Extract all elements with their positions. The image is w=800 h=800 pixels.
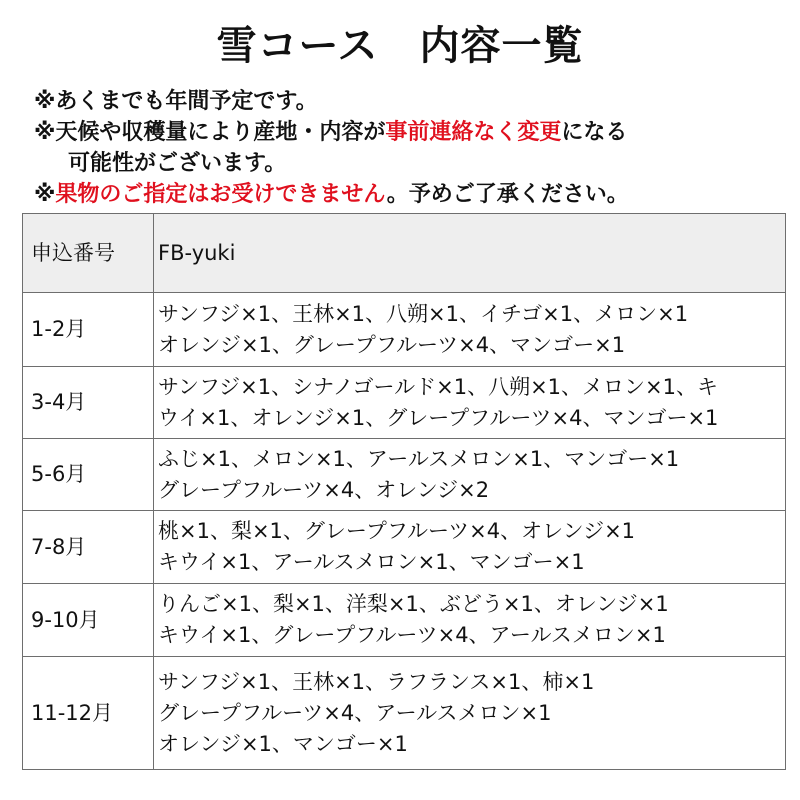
contents-line: オレンジ×1、マンゴー×1 (158, 731, 408, 756)
contents-cell (154, 439, 786, 511)
table-row (23, 511, 786, 584)
table-row (23, 439, 786, 511)
notice-line-2 (34, 117, 774, 148)
table-header-row (23, 214, 786, 293)
notice-text: ※ (34, 182, 56, 207)
contents-line: りんご×1、梨×1、洋梨×1、ぶどう×1、オレンジ×1 (158, 592, 669, 616)
period-cell: 3-4月 (23, 367, 154, 439)
course-contents-table (22, 213, 786, 770)
contents-cell (154, 367, 786, 439)
period-cell: 1-2月 (23, 293, 154, 367)
contents-line: サンフジ×1、王林×1、ラフランス×1、柿×1 (158, 669, 595, 694)
period-cell: 11-12月 (23, 657, 154, 770)
notice-line-3 (34, 148, 774, 179)
period-cell: 5-6月 (23, 439, 154, 511)
contents-line: 桃×1、梨×1、グレープフルーツ×4、オレンジ×1 (158, 519, 636, 543)
notice-text: ※あくまでも年間予定です。 (34, 89, 318, 114)
contents-line: ウイ×1、オレンジ×1、グレープフルーツ×4、マンゴー×1 (158, 405, 719, 430)
period-cell: 7-8月 (23, 511, 154, 584)
notice-block (34, 86, 774, 210)
order-number-label: 申込番号 (23, 214, 154, 293)
notice-text: 。予めご了承ください。 (386, 182, 629, 207)
contents-line: ふじ×1、メロン×1、アールスメロン×1、マンゴー×1 (158, 446, 680, 471)
contents-cell (154, 584, 786, 657)
notice-text: ※天候や収穫量により産地・内容が (34, 120, 386, 145)
page-title: 雪コース 内容一覧 (216, 23, 584, 69)
notice-highlight: 果物のご指定はお受けできません (55, 182, 387, 207)
table-row (23, 657, 786, 770)
contents-line: キウイ×1、グレープフルーツ×4、アールスメロン×1 (158, 623, 666, 647)
contents-cell (154, 511, 786, 584)
contents-line: オレンジ×1、グレープフルーツ×4、マンゴー×1 (158, 332, 626, 357)
contents-line: サンフジ×1、シナノゴールド×1、八朔×1、メロン×1、キ (158, 374, 718, 399)
contents-cell (154, 293, 786, 367)
period-cell: 9-10月 (23, 584, 154, 657)
notice-text: 可能性がございます。 (68, 151, 287, 176)
notice-line-1 (34, 86, 774, 117)
contents-line: グレープフルーツ×4、オレンジ×2 (158, 477, 490, 502)
notice-highlight: 事前連絡なく変更 (385, 120, 562, 145)
contents-line: グレープフルーツ×4、アールスメロン×1 (158, 700, 552, 725)
table-row (23, 367, 786, 439)
contents-line: サンフジ×1、王林×1、八朔×1、イチゴ×1、メロン×1 (158, 301, 689, 326)
contents-cell (154, 657, 786, 770)
order-number-value: FB-yuki (154, 214, 786, 293)
table-row (23, 293, 786, 367)
table-row (23, 584, 786, 657)
notice-text: になる (561, 120, 628, 145)
contents-line: キウイ×1、アールスメロン×1、マンゴー×1 (158, 550, 585, 574)
notice-line-4 (34, 179, 774, 210)
